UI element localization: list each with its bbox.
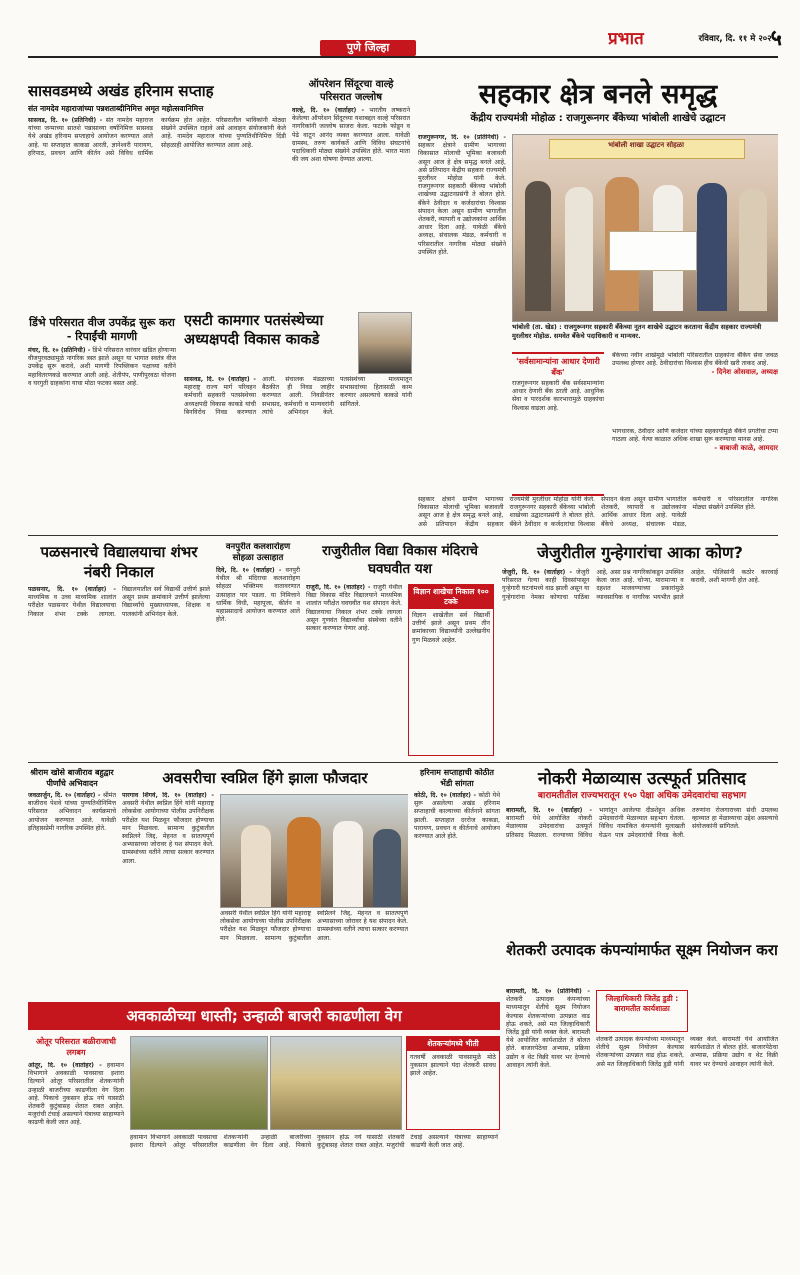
issue-date: रविवार, दि. ११ मे २०२५ <box>698 34 776 44</box>
shetkari-body: शेतकरी उत्पादक कंपन्यांच्या माध्यमातून शेतीचे सूक्ष्म नियोजन केल्यास शेतकऱ्यांच्या उत्पन्नात वाढ होऊ शकते, असे मत जिल्हाधिकारी जितेंद्र डुडी यांनी व्यक्त केले. बारामती येथे आयोजित कार्यशाळेत ते बोलत होते. बाजारपेठेचा अभ्यास, प्रक्रिया उद्योग व थेट विक्री यावर भर देण्याचे आवाहन त्यांनी केले. <box>506 996 590 1069</box>
kakade-portrait <box>358 312 412 374</box>
page-number: ५ <box>770 26 782 51</box>
quote1-body: राजगुरूनगर सहकारी बँक सर्वसामान्यांना आधार देणारी बँक ठरली आहे. आधुनिक सेवा व पारदर्शक कारभारामुळे ग्राहकांचा विश्वास वाढला आहे. <box>512 380 604 412</box>
dimbhe-headline: डिंभे परिसरात वीज उपकेंद्र सुरू करा - रिपाईंची मागणी <box>29 316 175 343</box>
avkali-body-continued: हवामान विभागाने अवकाळी पावसाचा इशारा दिल्याने ओतूर परिसरातील शेतकऱ्यांनी उन्हाळी बाजरीच्या काढणीला वेग दिला आहे. पिकाचे नुकसान होऊ नये यासाठी शेतकरी कुटुंबासह शेतात राबत आहेत. मजुरांची टंचाई असल्याने यंत्राच्या साहाय्याने काढणी केली जात आहे. <box>130 1134 498 1150</box>
swapnil-body-continued: अवसरी येथील स्वप्निल हिंगे यांनी महाराष्ट्र लोकसेवा आयोगाच्या पोलीस उपनिरीक्षक परीक्षेत यश मिळवून फौजदार होण्याचा मान मिळवला. सामान्य कुटुंबातील स्वप्निलने जिद्द, मेहनत व सातत्यपूर्ण अभ्यासाच्या जोरावर हे यश संपादन केले. ग्रामस्थांच्या वतीने त्याचा सत्कार करण्यात आला. <box>220 910 408 942</box>
dimbhe-body: डिंभे परिसरात वारंवार खंडित होणाऱ्या वीजपुरवठ्यामुळे नागरिक त्रस्त झाले असून या भागात स्वतंत्र वीज उपकेंद्र सुरू करावे, अशी मागणी रिपब्लिकन पक्षाच्या वतीने महावितरणकडे करण्यात आली आहे. शेतीपंप, पाणीपुरवठा योजना व घरगुती ग्राहकांना याचा मोठा फटका बसत आहे. <box>28 347 176 387</box>
operation-dateline: वाल्हे, दि. १० (वार्ताहर) - <box>292 107 365 114</box>
quote3-body: भागधारक, ठेवीदार आणि कर्जदार यांच्या सहकार्यामुळे बँकेने प्रगतीचा टप्पा गाठला आहे. येत्या काळात अधिक शाखा सुरू करण्याचा मानस आहे. <box>612 428 778 444</box>
operation-headline: ऑपरेशन सिंदूरचा वाल्हे परिसरात जल्लोष <box>308 79 394 103</box>
saswad-subhead: संत नामदेव महाराजांच्या पन्नशताब्दीनिमित्त अमृत महोत्सवानिमित्त <box>28 104 204 113</box>
vanpuri-dateline: दिवे, दि. १० (वार्ताहर) - <box>216 567 282 574</box>
masthead-rule <box>28 56 778 58</box>
avkali-body: हवामान विभागाने अवकाळी पावसाचा इशारा दिल्याने ओतूर परिसरातील शेतकऱ्यांनी उन्हाळी बाजरीच्या काढणीला वेग दिला आहे. पिकाचे नुकसान होऊ नये यासाठी शेतकरी कुटुंबासह शेतात राबत आहेत. मजुरांची टंचाई असल्याने यंत्राच्या साहाय्याने काढणी केली जात आहे. <box>28 1062 124 1127</box>
rajuri-box <box>408 584 494 756</box>
quote2-body: बँकेच्या नवीन शाखेमुळे भांबोली परिसरातील ग्राहकांना बँकिंग सेवा जवळ उपलब्ध होणार आहे. ठेवीदारांचा विश्वास हीच बँकेची खरी ताकद आहे. <box>612 352 778 368</box>
st-bank-body: महाराष्ट्र राज्य मार्ग परिवहन कर्मचारी सहकारी पतसंस्थेच्या अध्यक्षपदी विकास काकडे यांची बिनविरोध निवड करण्यात आली. संचालक मंडळाच्या बैठकीत ही निवड जाहीर करण्यात आली. निवडीनंतर सभासद, कर्मचारी व मान्यवरांनी त्यांचे अभिनंदन केले. पतसंस्थेच्या माध्यमातून सभासदांच्या हितासाठी काम करणार असल्याचे काकडे यांनी सांगितले. <box>184 376 412 416</box>
naukri-body: बारामती येथे आयोजित नोकरी मेळाव्यास उमेदवारांचा उत्स्फूर्त प्रतिसाद मिळाला. राज्याच्या विविध भागांतून आलेल्या दीडशेहून अधिक उमेदवारांनी मेळाव्यात सहभाग घेतला. विविध नामांकित कंपन्यांनी मुलाखती घेऊन पात्र उमेदवारांची निवड केली. तरुणांना रोजगाराच्या संधी उपलब्ध व्हाव्यात हा मेळाव्याचा उद्देश असल्याचे संयोजकांनी सांगितले. <box>506 807 778 839</box>
swapnil-headline: अवसरीचा स्वप्निल हिंगे झाला फौजदार <box>162 769 368 787</box>
sahakar-quote3 <box>612 428 778 490</box>
operation-body: भारतीय लष्कराने केलेल्या ऑपरेशन सिंदूरच्या यशाबद्दल वाल्हे परिसरात नागरिकांनी जल्लोष साजरा केला. फटाके फोडून व पेढे वाटून आनंद व्यक्त करण्यात आला. यावेळी ग्रामस्थ, तरुण कार्यकर्ते आणि विविध संघटनांचे पदाधिकारी मोठ्या संख्येने उपस्थित होते. भारत माता की जय अशा घोषणा देण्यात आल्या. <box>292 107 410 164</box>
avkali-subhead: ओतूर परिसरात बळीराजाची लगबग <box>35 1037 116 1057</box>
vanpuri-headline: वनपुरीत कलशारोहण सोहळा उत्साहात <box>225 542 291 563</box>
rajuri-dateline: राजुरी, दि. १० (वार्ताहर) - <box>306 584 371 591</box>
avkali-headline-bar <box>28 1002 500 1030</box>
sahakar-dateline: राजगुरूनगर, दि. १० (प्रतिनिधी) - <box>418 134 506 141</box>
article-vanpuri <box>216 542 300 760</box>
saswad-dateline: सासवड, दि. १० (प्रतिनिधी) - <box>28 117 103 124</box>
sahakar-body-continued: सहकार क्षेत्राने ग्रामीण भागाच्या विकासात मोलाची भूमिका बजावली असून आज हे क्षेत्र समृद्ध बनले आहे, असे प्रतिपादन केंद्रीय सहकार राज्यमंत्री मुरलीधर मोहोळ यांनी केले. राजगुरूनगर सहकारी बँकेच्या भांबोली शाखेच्या उद्घाटनप्रसंगी ते बोलत होते. बँकेने ठेवीदार व कर्जदारांचा विश्वास संपादन केला असून ग्रामीण भागातील शेतकरी, व्यापारी व उद्योजकांना आर्थिक आधार दिला आहे. यावेळी बँकेचे अध्यक्ष, संचालक मंडळ, कर्मचारी व परिसरातील नागरिक मोठ्या संख्येने उपस्थित होते. <box>418 496 778 528</box>
shriram-body: श्रीमंत बाजीराव पेशवे यांच्या पुण्यतिथीनिमित्त परिसरात अभिवादन कार्यक्रमाचे आयोजन करण्यात आले. यावेळी इतिहासप्रेमी नागरिक उपस्थित होते. <box>28 792 116 832</box>
article-shetkari <box>506 940 778 1265</box>
shetkari-box-title: जिल्हाधिकारी जितेंद्र डुडी : बारामतीत कार्यशाळा <box>605 994 679 1013</box>
avkali-box-body: गतवर्षी अवकाळी पावसामुळे मोठे नुकसान झाल्याने यंदा शेतकरी सावध झाले आहेत. <box>410 1054 496 1078</box>
article-st-bank <box>184 312 412 530</box>
article-saswad <box>28 82 286 304</box>
brand-logo: प्रभात <box>608 29 644 49</box>
quote1-title: 'सर्वसामान्यांना आधार देणारी बँक' <box>516 357 600 377</box>
harinam-body: कोठी येथे सुरू असलेल्या अखंड हरिनाम सप्ताहाची काल्याच्या कीर्तनाने सांगता झाली. सप्ताहात दररोज काकडा, पारायण, प्रवचन व कीर्तनाचे आयोजन करण्यात आले होते. <box>414 792 500 841</box>
swapnil-photo <box>220 794 408 908</box>
jejuri-dateline: जेजुरी, दि. १० (वार्ताहर) - <box>502 569 573 576</box>
shetkari-dateline: बारामती, दि. १० (प्रतिनिधी) - <box>506 988 590 995</box>
sahakar-body: सहकार क्षेत्राने ग्रामीण भागाच्या विकासात मोलाची भूमिका बजावली असून आज हे क्षेत्र समृद्ध बनले आहे, असे प्रतिपादन केंद्रीय सहकार राज्यमंत्री मुरलीधर मोहोळ यांनी केले. राजगुरूनगर सहकारी बँकेच्या भांबोली शाखेच्या उद्घाटनप्रसंगी ते बोलत होते. बँकेने ठेवीदार व कर्जदारांचा विश्वास संपादन केला असून ग्रामीण भागातील शेतकरी, व्यापारी व उद्योजकांना आर्थिक आधार दिला आहे. यावेळी बँकेचे अध्यक्ष, संचालक मंडळ, कर्मचारी व परिसरातील नागरिक मोठ्या संख्येने उपस्थित होते. <box>418 142 506 256</box>
jejuri-headline: जेजुरीतील गुन्हेगारांचा आका कोण? <box>537 543 743 562</box>
shriram-dateline: जवळार्जुन, दि. १० (वार्ताहर) - <box>28 792 101 799</box>
rajuri-box-body: विज्ञान शाखेतील सर्व विद्यार्थी उत्तीर्ण झाले असून प्रथम तीन क्रमांकाच्या विद्यार्थ्यांनी उल्लेखनीय गुण मिळवले आहेत. <box>412 612 490 644</box>
article-operation <box>292 78 410 306</box>
divider-row3 <box>28 535 778 536</box>
st-bank-headline: एसटी कामगार पतसंस्थेच्या अध्यक्षपदी विकास काकडे <box>184 313 324 348</box>
article-avkali <box>28 1002 500 1265</box>
shetkari-headline: शेतकरी उत्पादक कंपन्यांमार्फत सूक्ष्म नियोजन करा <box>506 941 778 959</box>
avkali-photo-field <box>130 1036 268 1130</box>
sahakar-quote1 <box>512 352 604 496</box>
section-tag: पुणे जिल्हा <box>320 40 416 56</box>
avkali-box-title: शेतकऱ्यांमध्ये भीती <box>407 1037 499 1051</box>
vanpuri-body: वनपुरी येथील श्री मंदिराचा कलशारोहण सोहळा भक्तिमय वातावरणात उत्साहात पार पडला. या निमित्ताने धार्मिक विधी, महापूजा, कीर्तन व महाप्रसादाचे आयोजन करण्यात आले होते. <box>216 567 300 624</box>
article-harinam <box>414 768 500 988</box>
st-bank-dateline: सासवड, दि. १० (वार्ताहर) - <box>184 376 256 383</box>
masthead <box>0 0 800 70</box>
saswad-headline: सासवडमध्ये अखंड हरिनाम सप्ताह <box>28 82 214 100</box>
divider-row4 <box>28 762 778 763</box>
avkali-headline: अवकाळीच्या धास्ती; उन्हाळी बाजरी काढणीला वेग <box>126 1007 402 1025</box>
jejuri-body: जेजुरी परिसरात गेल्या काही दिवसांपासून गुन्हेगारी घटनांमध्ये वाढ झाली असून या गुन्हेगारांना नेमका कोणाचा पाठिंबा आहे, असा प्रश्न नागरिकांकडून उपस्थित केला जात आहे. चोऱ्या, मारामाऱ्या व दहशत माजवण्याच्या प्रकारांमुळे व्यावसायिक व नागरिक भयभीत झाले आहेत. पोलिसांनी कठोर कारवाई करावी, अशी मागणी होत आहे. <box>502 569 778 601</box>
avkali-dateline: ओतूर, दि. १० (वार्ताहर) - <box>28 1062 102 1069</box>
shetkari-box <box>596 990 688 1032</box>
palasnar-headline: पळसनारचे विद्यालयाचा शंभर नंबरी निकाल <box>40 543 198 581</box>
article-swapnil <box>122 768 408 998</box>
sahakar-caption: भांबोली (ता. खेड) : राजगुरूनगर सहकारी बँकेच्या नूतन शाखेचे उद्घाटन करताना केंद्रीय सहकार राज्यमंत्री मुरलीधर मोहोळ. समवेत बँकेचे पदाधिकारी व मान्यवर. <box>512 323 762 340</box>
article-jejuri <box>502 542 778 760</box>
article-dimbhe <box>28 316 176 526</box>
palasnar-dateline: पळसनार, दि. १० (वार्ताहर) - <box>28 586 116 593</box>
sahakar-subhead: केंद्रीय राज्यमंत्री मोहोळ : राजगुरूनगर बँकेच्या भांबोली शाखेचे उद्घाटन <box>470 113 726 124</box>
article-palasnar <box>28 542 210 760</box>
sahakar-headline: सहकार क्षेत्र बनले समृद्ध <box>478 79 718 110</box>
rajuri-body: राजुरी येथील विद्या विकास मंदिर विद्यालयाने माध्यमिक शालांत परीक्षेत घवघवीत यश संपादन केले. विद्यालयाचा निकाल शंभर टक्के लागला असून गुणवंत विद्यार्थ्यांचा संस्थेच्या वतीने सत्कार करण्यात येणार आहे. <box>306 584 402 633</box>
swapnil-body: अवसरी येथील स्वप्निल हिंगे यांनी महाराष्ट्र लोकसेवा आयोगाच्या पोलीस उपनिरीक्षक परीक्षेत यश मिळवून फौजदार होण्याचा मान मिळवला. सामान्य कुटुंबातील स्वप्निलने जिद्द, मेहनत व सातत्यपूर्ण अभ्यासाच्या जोरावर हे यश संपादन केले. ग्रामस्थांच्या वतीने त्याचा सत्कार करण्यात आला. <box>122 800 214 865</box>
harinam-dateline: कोठी, दि. १० (वार्ताहर) - <box>414 792 477 799</box>
article-rajuri-school <box>306 542 494 760</box>
article-shriram <box>28 768 116 988</box>
quote3-author: - बाबाजी काळे, आमदार <box>714 444 778 453</box>
naukri-subhead: बारामतीतील राज्यभरातून १५० पेक्षा अधिक उमेदवारांचा सहभाग <box>537 791 747 801</box>
avkali-photo-harvest <box>270 1036 402 1130</box>
quote2-author: - दिनेश ओसवाल, अध्यक्ष <box>711 368 778 377</box>
naukri-dateline: बारामती, दि. १० (वार्ताहर) - <box>506 807 592 814</box>
article-sahakar <box>418 78 778 533</box>
article-naukri <box>506 768 778 932</box>
sahakar-quote2 <box>612 352 778 426</box>
sahakar-photo <box>512 134 778 322</box>
saswad-body: संत नामदेव महाराज यांच्या जन्माच्या सातशे पन्नासाव्या वर्षानिमित्त सासवड येथे अखंड हरिनाम सप्ताहाचे आयोजन करण्यात आले आहे. या सप्ताहात काकडा आरती, ज्ञानेश्वरी पारायण, हरिपाठ, प्रवचन आणि कीर्तन असे विविध धार्मिक कार्यक्रम होत आहेत. परिसरातील भाविकांनी मोठ्या संख्येने उपस्थित राहावे असे आवाहन संयोजकांनी केले आहे. नामदेव महाराज यांच्या पुण्यतिथीनिमित्त दिंडी सोहळाही आयोजित करण्यात आला आहे. <box>28 117 286 157</box>
avkali-box <box>406 1036 500 1130</box>
sahakar-banner-text: भांबोली शाखा उद्घाटन सोहळा <box>608 141 684 149</box>
shriram-headline: श्रीराम खोसे बाजीराव बहुद्वार पीर्णांचे अभिवादन <box>30 768 114 788</box>
naukri-headline: नोकरी मेळाव्यास उत्स्फूर्त प्रतिसाद <box>538 769 746 789</box>
rajuri-box-title: विज्ञान शाखेचा निकाल १०० टक्के <box>409 585 493 609</box>
dimbhe-dateline: मंचर, दि. १० (प्रतिनिधी) - <box>28 347 91 354</box>
shetkari-body-continued: शेतकरी उत्पादक कंपन्यांच्या माध्यमातून शेतीचे सूक्ष्म नियोजन केल्यास शेतकऱ्यांच्या उत्पन्नात वाढ होऊ शकते, असे मत जिल्हाधिकारी जितेंद्र डुडी यांनी व्यक्त केले. बारामती येथे आयोजित कार्यशाळेत ते बोलत होते. बाजारपेठेचा अभ्यास, प्रक्रिया उद्योग व थेट विक्री यावर भर देण्याचे आवाहन त्यांनी केले. <box>596 1036 778 1068</box>
swapnil-dateline: पारगाव शिंगवे, दि. १० (वार्ताहर) - <box>122 792 214 799</box>
rajuri-headline: राजुरीतील विद्या विकास मंदिराचे घवघवीत यश <box>322 543 478 577</box>
harinam-headline: हरिनाम सप्ताहाची कोठीत भेंडी सांगता <box>420 768 494 788</box>
palasnar-body: माध्यमिक व उच्च माध्यमिक शालांत परीक्षेत पळसनार येथील विद्यालयाचा निकाल शंभर टक्के लागला. विद्यालयातील सर्व विद्यार्थी उत्तीर्ण झाले असून प्रथम क्रमांकाने उत्तीर्ण झालेल्या विद्यार्थ्यांचे मुख्याध्यापक, शिक्षक व पालकांनी अभिनंदन केले. <box>28 586 210 618</box>
